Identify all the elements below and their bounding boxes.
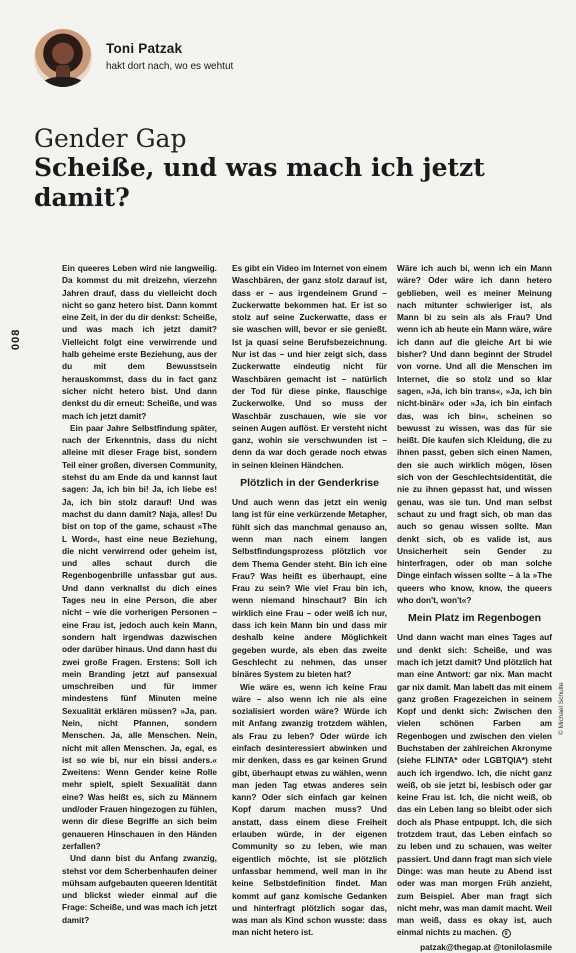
page-title: Scheiße, und was mach ich jetzt damit? [34,153,485,212]
author-tagline: hakt dort nach, wo es wehtut [106,61,234,72]
avatar [34,29,92,87]
paragraph [397,631,552,938]
article-column-3 [397,262,552,953]
author-name: Toni Patzak [106,41,183,56]
paragraph: Ein paar Jahre Selbstfindung später, nach der Erkenntnis, dass du nicht alleine mit dieser Frage bist, sondern Teil einer großen, diversen Community, stehst du am Ende da und kannst laut sagen: Ja, ich bin bi! Ja, ich liebe es! Ja, ich bin stolz darauf! Und was machst du dann damit? Naja, alles! Du bist on top of the game, schaust »The L Word«, hast eine neue Beziehung, die nicht verwirrend oder geheim ist, und alles schaut durch die Regenbogenbrille unfassbar gut aus. Und dann verknallst du dich eines Tages neu in eine Person, die aber nicht – wie die vorherigen Personen – eine Frau ist, jedoch auch kein Mann, sondern halt irgendwas dazwischen oder darüber hinaus. Und dann hast du zwei große Fragen. Erstens: Soll ich mein Branding jetzt auf pansexual umschreiben und für immer mindestens fünf Minuten meine Sexualität erklären müssen? »Ja, pan. Nein, nicht Pfannen, sondern Menschen. Ja, alle Menschen. Nein, nicht mit allen Menschen. Ja, egal, es ist so wie bi, nur ein bissi anders.« Zweitens: Wenn Gender keine Rolle mehr spielt, spielt Sexualität dann eine? Was heißt es, sich zu Männern und/oder Frauen hingezogen zu fühlen, wenn dir diese Begriffe an sich beim genaueren Hinschauen in den Händen zerfallen? [62,422,217,851]
paragraph: Es gibt ein Video im Internet von einem Waschbären, der ganz stolz darauf ist, dass er – aus irgendeinem Grund – Zuckerwatte bekommen hat. Er ist so stolz auf seine Zuckerwatte, dass er sie waschen will, bevor er sie genießt. Ist ja quasi seine Berufsbezeichnung. Nur ist das – und hier zeigt sich, dass Zuckerwatte eindeutig nicht für Waschbären gemacht ist – natürlich der Tod für diese pinke, flauschige Zuckerwolke. Und so muss der Waschbär zuschauen, wie sie vor seinen Augen auflöst. Er versteht nicht ganz, wohin sie verschwunden ist – denn da war doch gerade noch etwas in seinen kleinen Händchen. [232,263,387,470]
author-contact: patzak@thegap.at @tonilolasmile [420,941,552,952]
author-block [34,29,354,89]
paragraph: Ein queeres Leben wird nie langweilig. Da kommst du mit dreizehn, vierzehn Jahren drauf, dass du vielleicht doch nicht so ganz hetero bist. Dann kommt eine Zeit, in der du dir denkst: Scheiße, und was mach ich jetzt damit? Vielleicht folgt eine verwirrende und halb geheime erste Beziehung, aus der du mit dem Bewusstsein herauskommst, dass du in fact ganz sicher nicht hetero bist. Und dann denkst du dir erneut: Scheiße, und was mach ich jetzt damit? [62,263,217,421]
section-heading: Plötzlich in der Genderkrise [240,477,379,490]
photo-credit: © Michael Schulte [558,682,565,735]
paragraph-text: Und dann wacht man eines Tages auf und denkt sich: Scheiße, und was mach ich jetzt damit? Und plötzlich hat man eine Antwort: gar nix. Man macht gar nix damit. Man labelt das mit einem ganz großen Fragezeichen in seinem Kopf und denkt sich: Zwischen den vielen schönen Farben am Regenbogen und zwischen den vielen Buchstaben der zahlreichen Akronyme (siehe FLINTA* oder LGBTQIA*) steht auch ich irgendwo. Ich, die nicht ganz weiß, ob sie jetzt bi, lesbisch oder gar keine Frau ist. Ich, die nicht weiß, ob das ein Leben lang so bleibt oder sich doch als Phase entpuppt. Ich, die sich trotzdem traut, das Leben einfach so zu leben und zu schauen, was weiter passiert. Und dann fragt man sich viele Dinge: was man heute zu Abend isst oder was man morgen Früh anzieht, zum Beispiel. Aber man fragt sich nicht mehr, was man damit macht. Weil man weiß, dass es okay ist, auch einmal nichts zu machen. [397,632,552,938]
paragraph: Und auch wenn das jetzt ein wenig lang ist für eine verkürzende Metapher, fühlt sich das manchmal genauso an, wenn man nach einem langen Selbstfindungsprozess plötzlich vor dem Thema Gender steht. Bin ich eine Frau? Was heißt es überhaupt, eine Frau zu sein? Wie viel Frau bin ich, wenn niemand hinschaut? Bin ich wirklich eine Frau – oder weiß ich nur, dass ich kein Mann bin und dass mir deshalb keine andere Möglichkeit gegeben wurde, als eben das zweite Geschlecht zu nehmen, das unser binäres System zu bieten hat? [232,497,387,680]
section-heading: Mein Platz im Regenbogen [407,612,541,625]
end-mark-icon: g [502,929,511,938]
paragraph: Wäre ich auch bi, wenn ich ein Mann wäre? Oder wäre ich dann hetero geblieben, weil es meiner Meinung nach mitunter schwieriger ist, als Mann bi zu sein als als Frau? Und wenn ich ab heute ein Mann wäre, wäre ich dann auf die gleiche Art bi wie bisher? Und dann beginnt der Strudel von vorne. Und all die Menschen im Internet, die so stolz und so klar sagen, »Ja, ich bin trans«, »Ja, ich bin nicht-binär« oder »Ja, ich bin einfach das, was ich bin«, scheinen so bewusst zu wissen, was das für sie heißt. Die kaufen sich Kleidung, die zu ihnen passt, geben sich einen Namen, den sie auch wirklich mögen, lösen sich von der Geschlechtsidentität, die nie zu ihnen gepasst hat, und wissen genau, was sie tun. Und man selbst schaut zu und fragt sich, ob man das auch so genau wissen sollte. Man denkt sich, ob es valide ist, aus Unsicherheit sein Gender zu hinterfragen, oder ob man solche Dinge einfach wissen sollte – à la »The queers who know, know, the queers who don't, won't«? [397,263,552,606]
article-column-2 [232,262,387,939]
paragraph: Und dann bist du Anfang zwanzig, stehst vor dem Scherbenhaufen deiner mühsam aufgebauten queeren Identität und blickst wieder einmal auf die Frage: Scheiße, und was mach ich jetzt damit? [62,853,217,925]
article-kicker: Gender Gap [34,124,187,153]
page-number: 008 [10,328,22,350]
paragraph: Wie wäre es, wenn ich keine Frau wäre – also wenn ich nie als eine sozialisiert worden wäre? Würde ich mit Anfang zwanzig trotzdem wählen, als Frau zu leben? Oder würde ich einfach desinteressiert abwinken und mir denken, dass es gar keinen Grund gibt, überhaupt etwas zu wählen, wenn man jeden Tag etwas anderes sein kann? Oder sich einfach gar keinen Kopf darum machen muss? Und anstatt, dass einem diese Freiheit erlauben würde, in der eigenen Community so zu leben, wie man eigentlich möchte, ist sie plötzlich unfassbar hemmend, weil man in ihr keine Selbstdefinition findet. Man kommt auf ganz komische Gedanken und hinterfragt plötzlich sogar das, was man als Kind schon wusste: dass man nicht hetero ist. [232,681,387,938]
article-column-1 [62,262,217,926]
